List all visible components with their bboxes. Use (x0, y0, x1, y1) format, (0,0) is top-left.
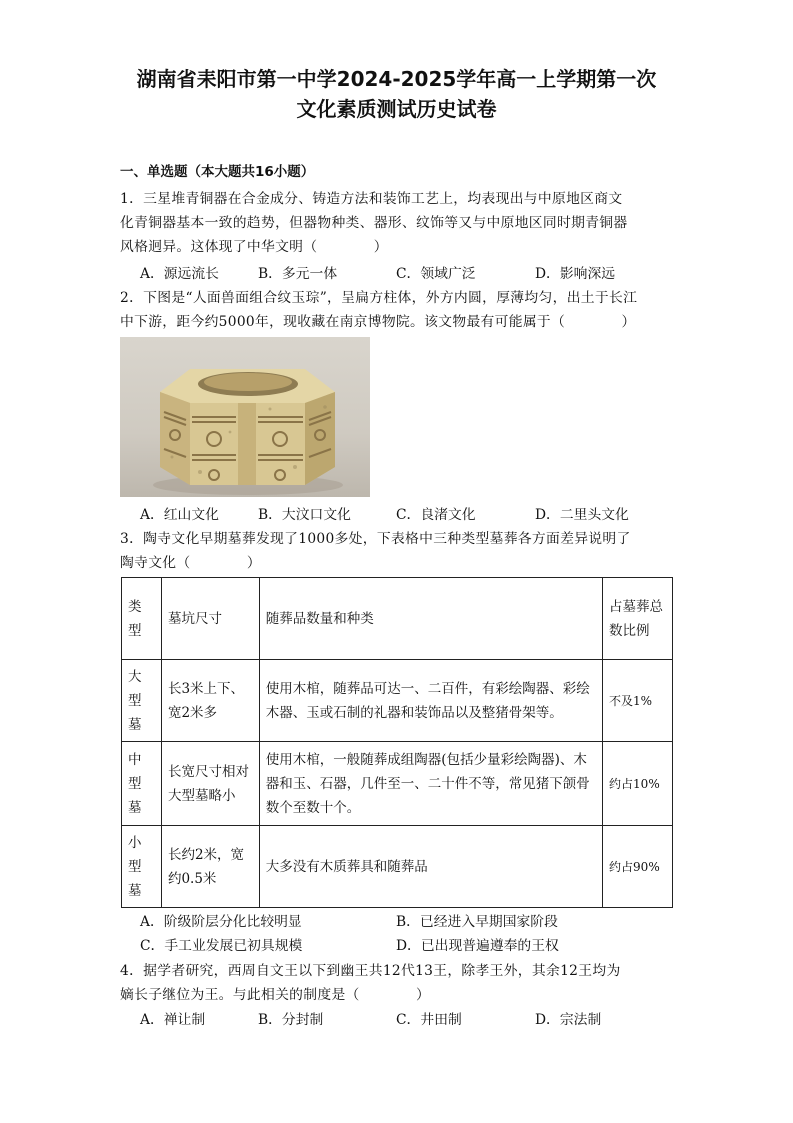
section-heading: 一、单选题（本大题共16小题） (120, 164, 315, 180)
q1-line-2: 化青铜器基本一致的趋势，但器物种类、器形、纹饰等又与中原地区同时期青铜器 (120, 215, 628, 231)
table-header-row (122, 578, 673, 660)
cell-ratio: 约占10% (603, 742, 673, 826)
q3-options-row-1 (140, 910, 680, 934)
question-4 (120, 959, 676, 1007)
q4-options (140, 1008, 680, 1032)
q1-option-d[interactable]: D．影响深远 (535, 266, 616, 282)
question-3 (120, 527, 676, 575)
q4-line-2: 嫡长子继位为王。与此相关的制度是（ ） (120, 987, 431, 1003)
exam-title (100, 64, 693, 124)
q1-option-b[interactable]: B．多元一体 (258, 266, 338, 282)
q2-option-a[interactable]: A．红山文化 (140, 507, 219, 523)
jade-cong-photo (120, 337, 370, 497)
title-line-1: 湖南省耒阳市第一中学2024-2025学年高一上学期第一次 (136, 67, 657, 91)
q3-option-c[interactable]: C．手工业发展已初具规模 (140, 938, 303, 954)
cell-type: 大型墓 (122, 660, 162, 742)
table-row (122, 660, 673, 742)
cell-ratio: 不及1% (603, 660, 673, 742)
q1-option-a[interactable]: A．源远流长 (140, 266, 219, 282)
q1-line-1: 1．三星堆青铜器在合金成分、铸造方法和装饰工艺上，均表现出与中原地区商文 (120, 191, 623, 207)
q3-line-1: 3．陶寺文化早期墓葬发现了1000多处，下表格中三种类型墓葬各方面差异说明了 (120, 531, 631, 547)
q2-options (140, 503, 680, 527)
cell-size: 长3米上下、宽2米多 (161, 660, 259, 742)
question-2 (120, 286, 676, 334)
jade-cong-illustration (120, 337, 370, 497)
cell-goods: 大多没有木质葬具和随葬品 (259, 826, 602, 908)
q1-options (140, 262, 680, 286)
title-line-2: 文化素质测试历史试卷 (296, 97, 497, 121)
cell-ratio: 约占90% (603, 826, 673, 908)
header-size: 墓坑尺寸 (161, 578, 259, 660)
cell-type: 小型墓 (122, 826, 162, 908)
q2-option-d[interactable]: D．二里头文化 (535, 507, 629, 523)
header-type: 类型 (122, 578, 162, 660)
q3-option-d[interactable]: D．已出现普遍遵奉的王权 (396, 938, 559, 954)
q2-option-b[interactable]: B．大汶口文化 (258, 507, 351, 523)
cell-goods: 使用木棺，一般随葬成组陶器(包括少量彩绘陶器)、木器和玉、石器，几件至一、二十件不等，常见猪下颌骨数个至数十个。 (259, 742, 602, 826)
burial-table (121, 577, 673, 908)
header-ratio: 占墓葬总数比例 (603, 578, 673, 660)
cell-goods: 使用木棺，随葬品可达一、二百件，有彩绘陶器、彩绘木器、玉或石制的礼器和装饰品以及整猪骨架等。 (259, 660, 602, 742)
q3-line-2: 陶寺文化（ ） (120, 555, 261, 571)
q1-line-3: 风格迥异。这体现了中华文明（ ） (120, 239, 388, 255)
q1-option-c[interactable]: C．领域广泛 (396, 266, 476, 282)
q3-option-b[interactable]: B．已经进入早期国家阶段 (396, 914, 558, 930)
q3-option-a[interactable]: A．阶级阶层分化比较明显 (140, 914, 302, 930)
q4-option-a[interactable]: A．禅让制 (140, 1012, 206, 1028)
q2-line-2: 中下游，距今约5000年，现收藏在南京博物院。该文物最有可能属于（ ） (120, 314, 636, 330)
q3-options-row-2 (140, 934, 680, 958)
table-row (122, 742, 673, 826)
cell-size: 长约2米，宽约0.5米 (161, 826, 259, 908)
q4-option-c[interactable]: C．井田制 (396, 1012, 462, 1028)
header-goods: 随葬品数量和种类 (259, 578, 602, 660)
q2-line-1: 2．下图是“人面兽面组合纹玉琮”，呈扁方柱体，外方内圆，厚薄均匀，出土于长江 (120, 290, 638, 306)
cell-size: 长宽尺寸相对大型墓略小 (161, 742, 259, 826)
q4-option-b[interactable]: B．分封制 (258, 1012, 324, 1028)
q2-option-c[interactable]: C．良渚文化 (396, 507, 476, 523)
table-row (122, 826, 673, 908)
cell-type: 中型墓 (122, 742, 162, 826)
q4-line-1: 4．据学者研究，西周自文王以下到幽王共12代13王，除孝王外，其余12王均为 (120, 963, 621, 979)
q4-option-d[interactable]: D．宗法制 (535, 1012, 602, 1028)
question-1 (120, 187, 676, 259)
